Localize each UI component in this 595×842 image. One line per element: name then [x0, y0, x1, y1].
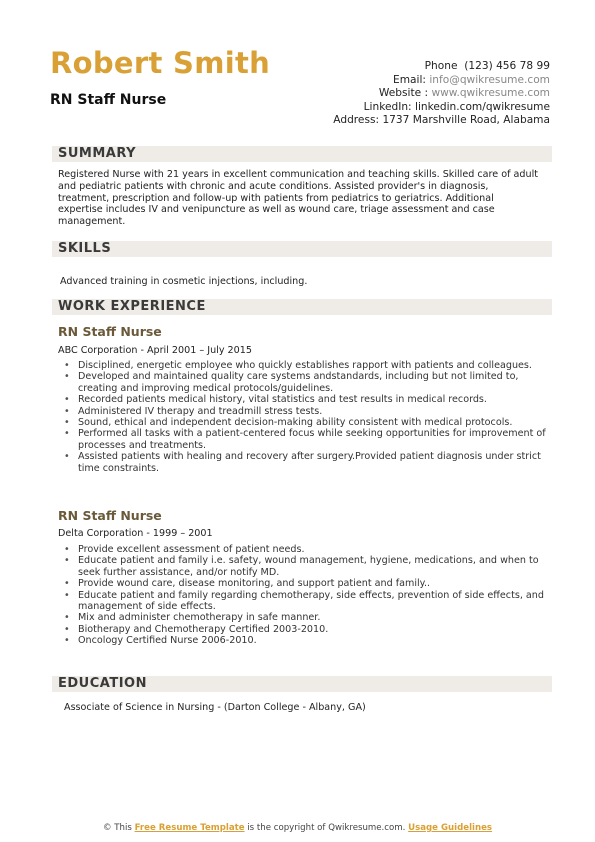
job-bullet: • Developed and maintained quality care systems andstandards, including but not limited to, creating and improving medical protocols/guidelines. [64, 371, 556, 394]
job-bullet: • Recorded patients medical history, vital statistics and test results in medical records. [64, 394, 556, 405]
candidate-name: Robert Smith [50, 46, 271, 80]
skills-text: Advanced training in cosmetic injections, including. [60, 276, 308, 287]
education-heading: EDUCATION [58, 676, 147, 691]
phone-label: Phone [424, 60, 458, 72]
address-label: Address: [333, 114, 380, 127]
linkedin-label: LinkedIn: [363, 100, 412, 113]
job-bullet: • Performed all tasks with a patient-centered focus while seeking opportunities for improvement of processes and treatments. [64, 428, 556, 451]
job-bullet: • Biotherapy and Chemotherapy Certified 2003-2010. [64, 624, 556, 635]
job-bullet: • Provide excellent assessment of patient needs. [64, 544, 556, 555]
email-label: Email: [393, 73, 426, 86]
skills-heading: SKILLS [58, 241, 112, 256]
job-bullet-list [64, 360, 556, 474]
education-text: Associate of Science in Nursing - (Darton College - Albany, GA) [64, 702, 366, 713]
footer-middle: is the copyright of Qwikresume.com. [247, 823, 406, 833]
email-link[interactable]: info@qwikresume.com [429, 73, 550, 86]
phone-value: (123) 456 78 99 [464, 60, 550, 72]
job-meta: Delta Corporation - 1999 – 2001 [58, 528, 213, 539]
contact-block [333, 60, 550, 128]
skills-section-bar [52, 241, 552, 257]
website-label: Website : [378, 87, 429, 100]
job-bullet: • Educate patient and family i.e. safety, wound management, hygiene, medications, and when to seek further assistance, and/or notify MD. [64, 555, 556, 578]
job-bullet: • Disciplined, energetic employee who quickly establishes rapport with patients and colleagues. [64, 360, 556, 371]
job-meta: ABC Corporation - April 2001 – July 2015 [58, 345, 252, 356]
job-bullet-list [64, 544, 556, 647]
website-link[interactable]: www.qwikresume.com [431, 87, 550, 100]
job-bullet: • Oncology Certified Nurse 2006-2010. [64, 635, 556, 646]
contact-address-row [333, 114, 550, 128]
footer-prefix: © This [102, 823, 132, 833]
usage-guidelines-link[interactable]: Usage Guidelines [408, 823, 493, 833]
job-bullet: • Provide wound care, disease monitoring, and support patient and family.. [64, 578, 556, 589]
contact-linkedin-row [333, 101, 550, 115]
footer [0, 823, 595, 833]
contact-website-row [333, 87, 550, 101]
job-title: RN Staff Nurse [58, 324, 162, 339]
address-value: 1737 Marshville Road, Alabama [382, 114, 550, 127]
candidate-title: RN Staff Nurse [50, 92, 167, 108]
linkedin-value: linkedin.com/qwikresume [415, 100, 550, 113]
summary-text: Registered Nurse with 21 years in excellent communication and teaching skills. Skilled care of adult and pediatric patients with chronic and acute conditions. Assisted provider's in diagnosis, treatment, prescription and follow-up with patients from pediatrics to geriatrics. Additional expertise includes IV and venipuncture as well as wound care, triage assessment and case management. [58, 169, 539, 228]
experience-heading: WORK EXPERIENCE [58, 299, 206, 314]
summary-heading: SUMMARY [58, 146, 137, 161]
contact-email-row [333, 74, 550, 88]
job-bullet: • Administered IV therapy and treadmill stress tests. [64, 406, 556, 417]
job-title: RN Staff Nurse [58, 508, 162, 523]
free-resume-template-link[interactable]: Free Resume Template [134, 823, 245, 833]
job-bullet: • Assisted patients with healing and recovery after surgery.Provided patient diagnosis under strict time constraints. [64, 451, 556, 474]
job-bullet: • Mix and administer chemotherapy in safe manner. [64, 612, 556, 623]
job-bullet: • Educate patient and family regarding chemotherapy, side effects, prevention of side effects, and management of side effects. [64, 590, 556, 613]
contact-phone-row [333, 60, 550, 74]
job-bullet: • Sound, ethical and independent decision-making ability consistent with medical protocols. [64, 417, 556, 428]
